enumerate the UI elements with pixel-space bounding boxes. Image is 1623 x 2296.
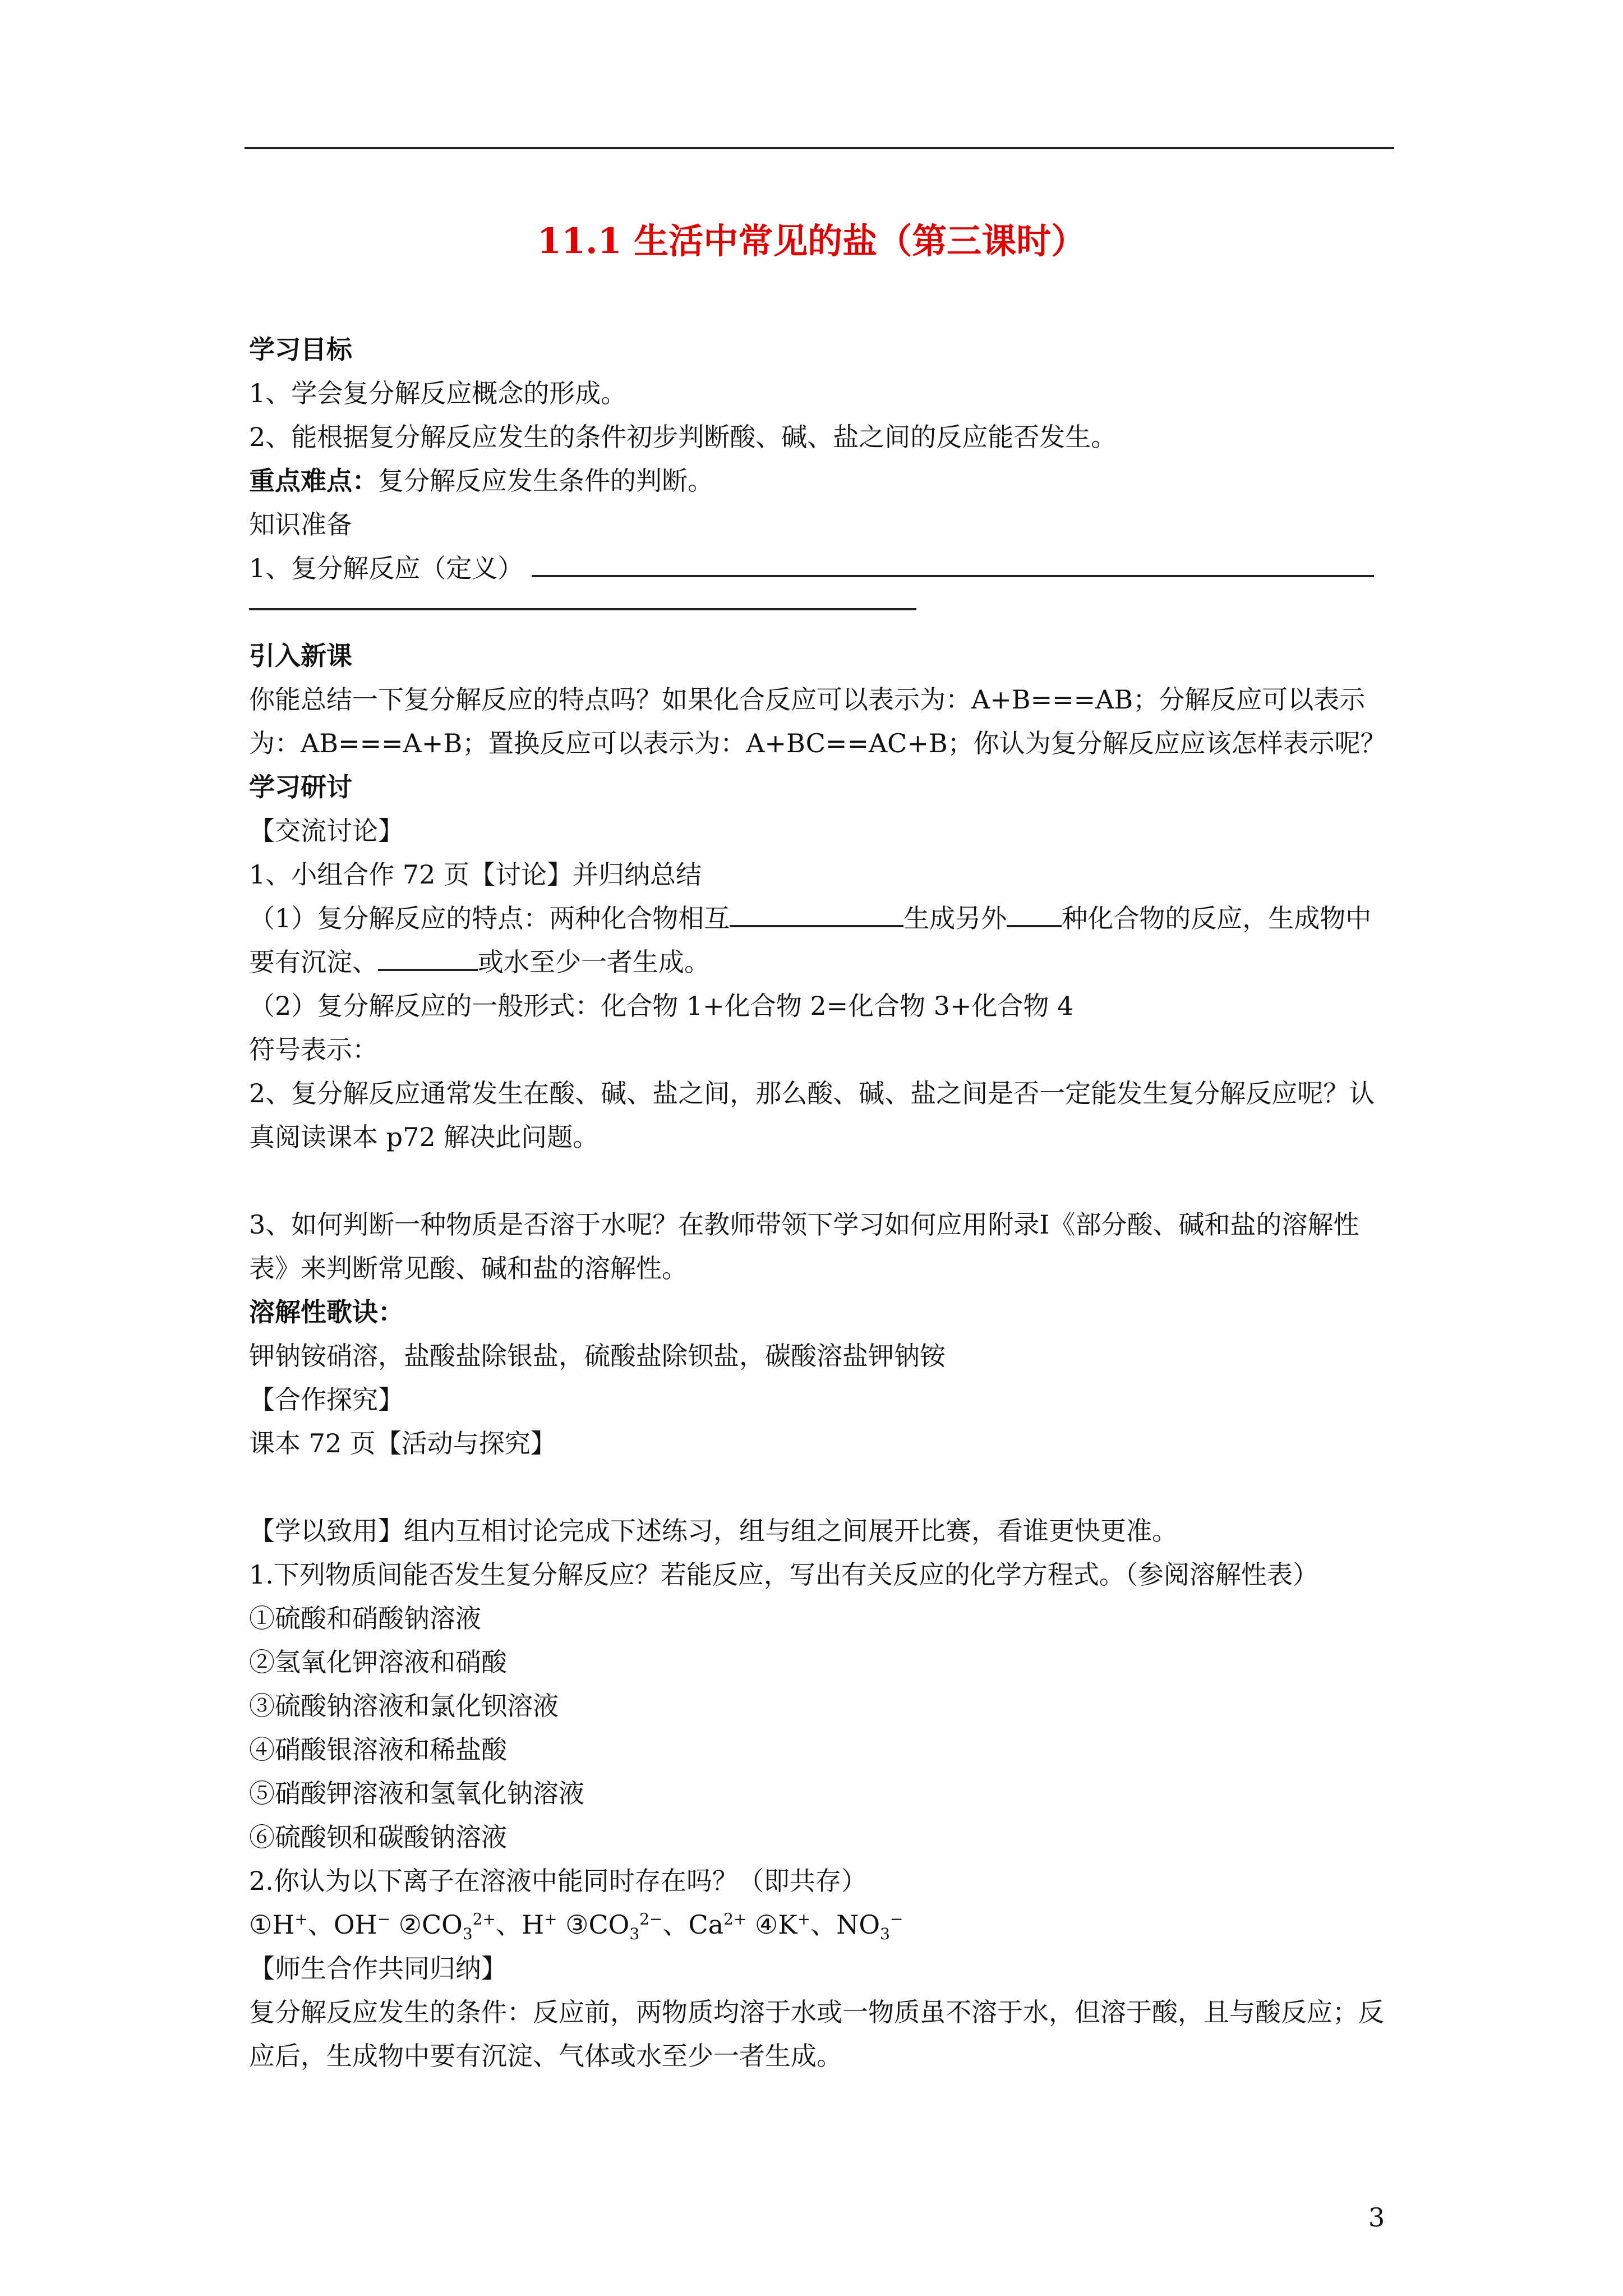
rhyme-text: 钾钠铵硝溶，盐酸盐除银盐，硫酸盐除钡盐，碳酸溶盐钾钠铵 xyxy=(249,1341,946,1371)
intro-text: 你能总结一下复分解反应的特点吗？如果化合反应可以表示为：A+B===AB；分解反应可以表示为：AB===A+B；置换反应可以表示为：A+BC==AC+B；你认为复分解反应应该怎样表示呢？ xyxy=(249,684,1386,758)
rhyme-heading: 溶解性歌诀： xyxy=(249,1297,404,1327)
page-title: 11.1 生活中常见的盐（第三课时） xyxy=(537,220,1086,261)
feature-question xyxy=(249,896,1394,984)
definition-line xyxy=(249,546,1394,590)
list-item: ①硫酸和硝酸钠溶液 xyxy=(249,1603,481,1634)
feature-text-a: （1）复分解反应的特点：两种化合物相互 xyxy=(249,903,730,933)
definition-label: 1、复分解反应（定义） xyxy=(249,553,524,583)
key-points-label: 重点难点： xyxy=(249,466,378,496)
coop-text: 课本 72 页【活动与探究】 xyxy=(249,1428,556,1458)
fill-blank xyxy=(1007,897,1062,927)
definition-blank-continued xyxy=(249,608,916,610)
list-item: ⑤硝酸钾溶液和氢氧化钠溶液 xyxy=(249,1778,584,1809)
feature-text-c: 种化合物的反应，生成物中要有沉淀、 xyxy=(249,903,1372,977)
summary-text: 复分解反应发生的条件：反应前，两物质均溶于水或一物质虽不溶于水，但溶于酸，且与酸反应；反应后，生成物中要有沉淀、气体或水至少一者生成。 xyxy=(249,1997,1384,2071)
list-item: ②氢氧化钾溶液和硝酸 xyxy=(249,1647,507,1677)
discussion-item-2: 2、复分解反应通常发生在酸、碱、盐之间，那么酸、碱、盐之间是否一定能发生复分解反应呢？认真阅读课本 p72 解决此问题。 xyxy=(249,1078,1375,1152)
practice-intro: 【学以致用】组内互相讨论完成下述练习，组与组之间展开比赛，看谁更快更准。 xyxy=(249,1516,1178,1546)
feature-text-b: 生成另外 xyxy=(903,903,1007,933)
feature-text-d: 或水至少一者生成。 xyxy=(478,947,710,977)
objectives-heading: 学习目标 xyxy=(249,334,352,365)
objective-item: 2、能根据复分解反应发生的条件初步判断酸、碱、盐之间的反应能否发生。 xyxy=(249,422,1117,452)
discussion-heading: 【交流讨论】 xyxy=(249,816,404,846)
fill-blank xyxy=(378,941,478,971)
ion-pairs: ①H+、OH− $②CO_3^{2+}$、H+ $③CO_3^{2-}$、$Ca^{2+}$ ④K+、$NO_3^-$ xyxy=(249,1910,903,1944)
discussion-item-1: 1、小组合作 72 页【讨论】并归纳总结 xyxy=(249,859,702,890)
list-item: ③硫酸钠溶液和氯化钡溶液 xyxy=(249,1691,559,1721)
list-item: ⑥硫酸钡和碳酸钠溶液 xyxy=(249,1822,507,1852)
objective-item: 1、学会复分解反应概念的形成。 xyxy=(249,378,627,408)
coop-heading: 【合作探究】 xyxy=(249,1384,404,1415)
document-body xyxy=(249,328,1394,2078)
key-points xyxy=(249,459,1394,503)
discussion-item-3: 3、如何判断一种物质是否溶于水呢？在教师带领下学习如何应用附录Ⅰ《部分酸、碱和盐的溶解性表》来判断常见酸、碱和盐的溶解性。 xyxy=(249,1209,1359,1283)
practice-question-2: 2.你认为以下离子在溶液中能同时存在吗？（即共存） xyxy=(249,1866,867,1896)
practice-question-1: 1.下列物质间能否发生复分解反应？若能反应，写出有关反应的化学方程式。（参阅溶解性表） xyxy=(249,1559,1318,1590)
key-points-text: 复分解反应发生条件的判断。 xyxy=(378,466,713,496)
fill-blank xyxy=(730,897,903,927)
definition-blank xyxy=(532,547,1374,577)
knowledge-heading: 知识准备 xyxy=(249,509,352,540)
general-form: （2）复分解反应的一般形式：化合物 1+化合物 2=化合物 3+化合物 4 xyxy=(249,991,1074,1021)
header-rule xyxy=(245,147,1394,149)
summary-heading: 【师生合作共同归纳】 xyxy=(249,1953,507,1984)
intro-heading: 引入新课 xyxy=(249,641,352,671)
symbol-label: 符号表示： xyxy=(249,1034,378,1065)
study-heading: 学习研讨 xyxy=(249,772,352,802)
page-number: 3 xyxy=(1368,2202,1385,2233)
list-item: ④硝酸银溶液和稀盐酸 xyxy=(249,1734,507,1765)
